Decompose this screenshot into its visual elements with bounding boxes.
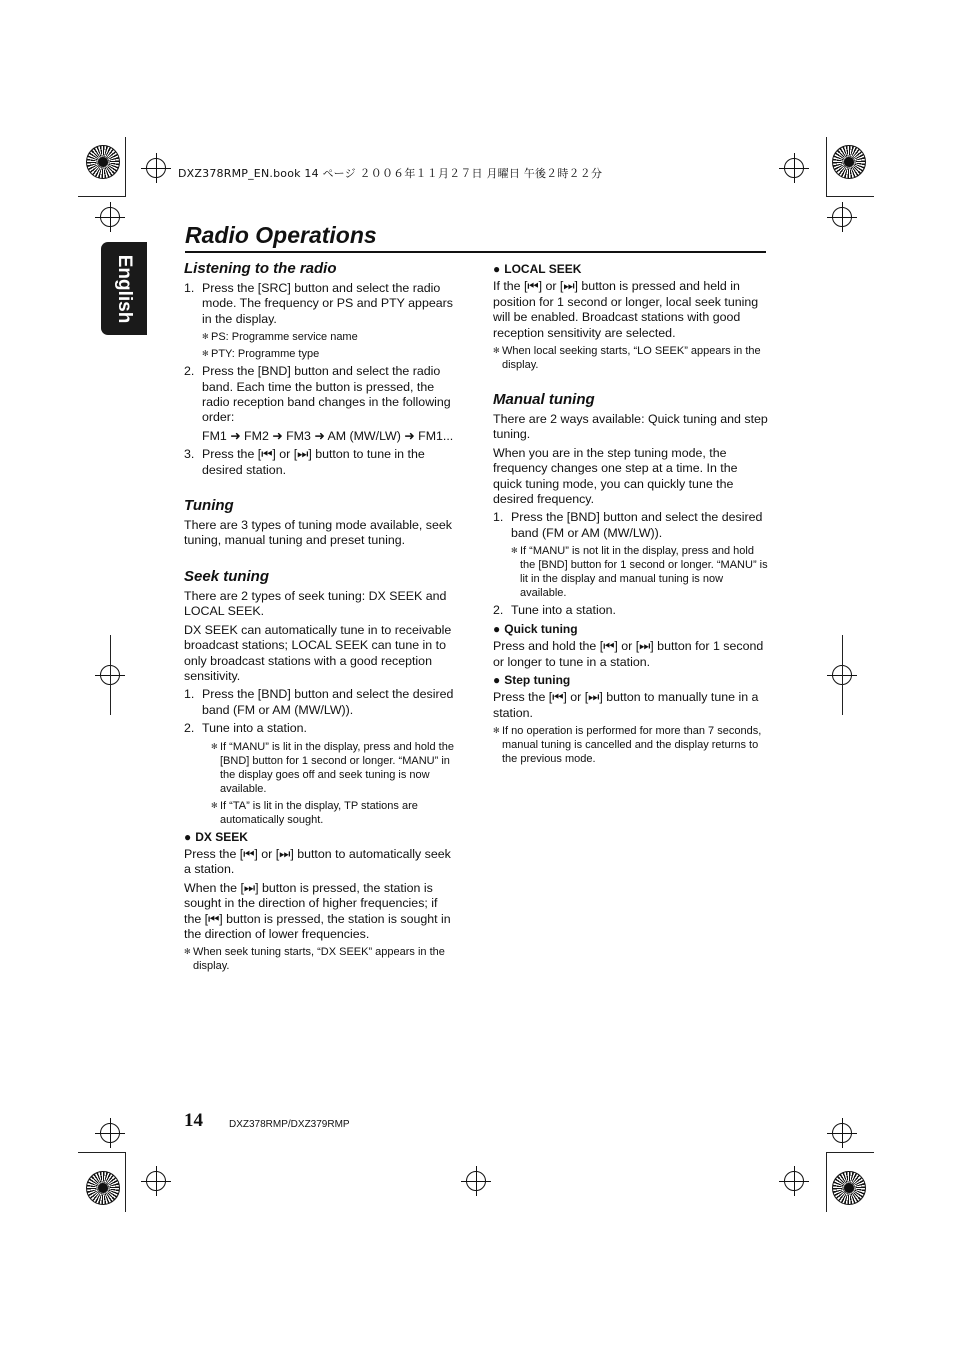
registration-wheel-top-left [86,145,120,179]
registration-wheel-bottom-left [86,1171,120,1205]
list-item: 2. Tune into a station. [493,603,616,618]
crop-mark [125,137,126,197]
paragraph: If the [⏮] or [⏭] button is pressed and held in position for 1 second or longer, local seek tuning will be enabled. Broadcast stations with good reception sensitivity are selected. [493,279,759,340]
list-item: 1. Press the [SRC] button and select the radio mode. The frequency or PS and PTY appears in the display. [184,281,453,326]
note-text: If “MANU” is not lit in the display, press and hold the [BND] button for 1 second or longer. “MANU” is lit in the display and manual tuning is now available. [520,545,768,600]
band-order-text: FM1 ➜ FM2 ➜ FM3 ➜ AM (MW/LW) ➜ FM1... [202,428,454,443]
subheading-dx-seek: ● DX SEEK [184,829,248,844]
note-text: When seek tuning starts, “DX SEEK” appears in the display. [193,946,445,973]
step-text: Press the [SRC] button and select the radio mode. The frequency or PS and PTY appears in the display. [202,281,453,326]
crop-mark [78,196,126,197]
crop-mark [826,137,827,197]
note-text: If “TA” is lit in the display, TP stations are automatically sought. [220,799,418,826]
note-text: If “MANU” is lit in the display, press and hold the [BND] button for 1 second or longer. “MANU” in the display goes off and seek tuning is now available. [220,740,454,795]
step-text: Tune into a station. [202,721,307,736]
crop-mark [842,635,843,715]
list-item: 2. Press the [BND] button and select the radio band. Each time the button is pressed, the radio reception band changes in the following order: [184,364,451,425]
crosshair-mark [466,1171,486,1191]
note-item: ✻ When local seeking starts, “LO SEEK” appears in the display. [493,345,761,372]
step-text: Tune into a station. [511,603,616,618]
crosshair-mark [784,1171,804,1191]
registration-wheel-top-right [832,145,866,179]
section-heading-manual: Manual tuning [493,391,595,409]
subheading-quick-tuning: ● Quick tuning [493,621,578,636]
note-item: ✻ When seek tuning starts, “DX SEEK” appears in the display. [184,946,445,973]
crosshair-mark [146,1171,166,1191]
subheading-text: DX SEEK [195,829,248,844]
subheading-local-seek: ● LOCAL SEEK [493,262,582,276]
list-item: 2. Tune into a station. [184,721,307,736]
subheading-text: Quick tuning [504,621,578,636]
crosshair-mark [784,158,804,178]
paragraph: When you are in the step tuning mode, the frequency changes one step at a time. In the quick tuning mode, you can quickly tune the desired frequency. [493,445,738,507]
crosshair-mark [100,207,120,227]
crop-mark [826,1152,827,1212]
step-text: Press the [BND] button and select the radio band. Each time the button is pressed, the radio reception band changes in the following order: [202,364,451,425]
subheading-text: LOCAL SEEK [504,262,582,276]
crosshair-mark [100,1123,120,1143]
crop-mark [125,1152,126,1212]
list-item: 1. Press the [BND] button and select the desired band (FM or AM (MW/LW)). [184,687,454,717]
crosshair-mark [832,207,852,227]
section-heading-seek: Seek tuning [184,567,270,585]
section-heading-tuning: Tuning [184,497,234,515]
subheading-step-tuning: ● Step tuning [493,672,571,687]
step-text: Press the [⏮] or [⏭] button to tune in the desired station. [202,447,425,477]
print-header-line: DXZ378RMP_EN.book 14 ページ ２００６年１１月２７日 月曜日 午後２時２２分 [178,167,603,180]
note-item: ✻ PTY: Programme type [202,348,320,361]
registration-wheel-bottom-right [832,1171,866,1205]
paragraph: Press the [⏮] or [⏭] button to automatically seek a station. [184,846,451,877]
note-item: ✻ If “MANU” is not lit in the display, press and hold the [BND] button for 1 second or longer. “MANU” is lit in the display and manual tuning is now available. [511,545,768,600]
note-text: If no operation is performed for more than 7 seconds, manual tuning is cancelled and the display returns to the previous mode. [502,725,762,766]
right-column [493,262,769,769]
language-tab-label: English [114,254,135,323]
paragraph: DX SEEK can automatically tune in to receivable broadcast stations; LOCAL SEEK can tune in to only broadcast stations with a good reception sensitivity. [184,622,452,683]
crop-mark [826,1152,874,1153]
note-item: ✻ If “TA” is lit in the display, TP stations are automatically sought. [211,799,418,826]
paragraph: Press the [⏮] or [⏭] button to manually tune in a station. [493,690,759,720]
left-column [184,260,458,976]
crop-mark [826,196,874,197]
paragraph: There are 2 types of seek tuning: DX SEEK and LOCAL SEEK. [184,588,447,619]
subheading-text: Step tuning [504,672,571,687]
note-item: ✻ If “MANU” is lit in the display, press and hold the [BND] button for 1 second or longer. “MANU” in the display goes off and seek tuning is now available. [211,740,454,795]
title-rule [185,251,766,253]
language-side-tab [101,242,147,335]
footer-model: DXZ378RMP/DXZ379RMP [229,1119,350,1130]
note-item: ✻ If no operation is performed for more than 7 seconds, manual tuning is cancelled and the display returns to the previous mode. [493,725,762,766]
crosshair-mark [832,1123,852,1143]
paragraph: When the [⏭] button is pressed, the station is sought in the direction of higher frequencies; if the [⏮] button is pressed, the station is sought in the direction of lower frequencies. [184,880,451,941]
paragraph: There are 2 ways available: Quick tuning and step tuning. [493,412,768,442]
crop-mark [78,1152,126,1153]
step-text: Press the [BND] button and select the desired band (FM or AM (MW/LW)). [511,510,763,540]
step-text: Press the [BND] button and select the desired band (FM or AM (MW/LW)). [202,687,454,717]
page-number: 14 [184,1110,203,1131]
crop-mark [110,635,111,715]
paragraph: Press and hold the [⏮] or [⏭] button for 1 second or longer to tune in a station. [493,639,764,669]
note-text: When local seeking starts, “LO SEEK” appears in the display. [502,345,761,372]
note-item: ✻ PS: Programme service name [202,331,358,344]
paragraph: There are 3 types of tuning mode available, seek tuning, manual tuning and preset tuning. [184,518,452,548]
section-heading-listening: Listening to the radio [184,260,337,277]
list-item: 1. Press the [BND] button and select the desired band (FM or AM (MW/LW)). [493,510,763,540]
note-text: PS: Programme service name [211,331,358,344]
crosshair-mark [146,158,166,178]
list-item: 3. Press the [⏮] or [⏭] button to tune in the desired station. [184,447,425,477]
note-text: PTY: Programme type [211,348,320,361]
page-title: Radio Operations [185,222,377,248]
